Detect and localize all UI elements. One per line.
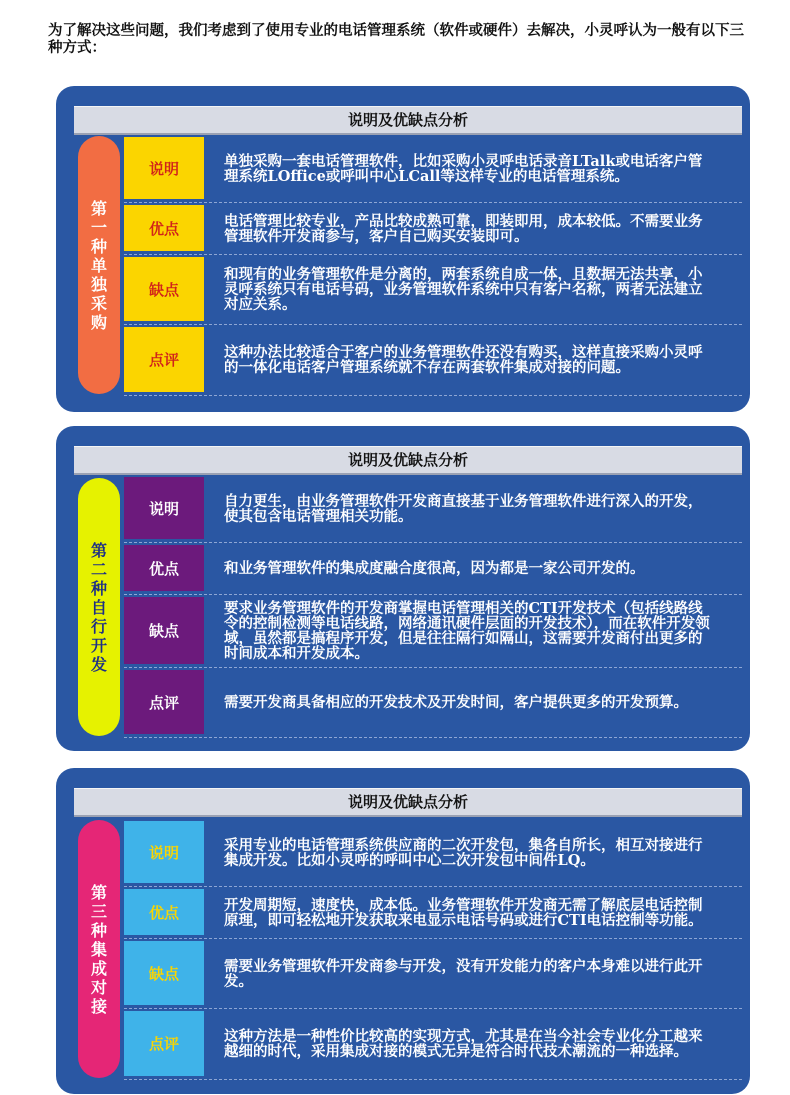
table-row (124, 668, 742, 738)
row-text: 需要开发商具备相应的开发技术及开发时间，客户提供更多的开发预算。 (224, 694, 688, 711)
row-text: 自力更生，由业务管理软件开发商直接基于业务管理软件进行深入的开发，使其包含电话管理相关功能。 (224, 492, 703, 525)
panel-header: 说明及优缺点分析 (74, 446, 742, 475)
method-side-label (78, 820, 120, 1078)
row-text: 和业务管理软件的集成度融合度很高，因为都是一家公司开发的。 (224, 560, 645, 577)
table-row (124, 1009, 742, 1080)
row-text: 这种办法比较适合于客户的业务管理软件还没有购买，这样直接采购小灵呼的一体化电话客户管理系统就不存在两套软件集成对接的问题。 (224, 344, 703, 376)
method-side-title: 第二种自行开发 (90, 540, 107, 674)
row-label: 点评 (124, 327, 204, 392)
row-text: 和现有的业务管理软件是分离的，两套系统自成一体，且数据无法共享，小灵呼系统只有电话号码，业务管理软件系统中只有客户名称，两者无法建立对应关系。 (224, 266, 703, 313)
table-row (124, 543, 742, 595)
table-row (124, 939, 742, 1009)
comparison-panel-2 (56, 426, 750, 751)
row-text: 采用专业的电话管理系统供应商的二次开发包，集各自所长，相互对接进行集成开发。比如小灵呼的呼叫中心二次开发包中间件LQ。 (224, 836, 703, 869)
table-row (124, 203, 742, 255)
table-row (124, 887, 742, 939)
row-label: 缺点 (124, 941, 204, 1005)
row-label: 说明 (124, 821, 204, 883)
method-side-label (78, 136, 120, 394)
method-side-title: 第一种单独采购 (90, 198, 107, 332)
row-label: 缺点 (124, 597, 204, 664)
row-label: 优点 (124, 205, 204, 251)
panel-header: 说明及优缺点分析 (74, 106, 742, 135)
table-row (124, 255, 742, 325)
row-text: 单独采购一套电话管理软件，比如采购小灵呼电话录音LTalk或电话客户管理系统LOffice或呼叫中心LCall等这样专业的电话管理系统。 (224, 152, 703, 185)
table-row (124, 325, 742, 396)
comparison-panel-1 (56, 86, 750, 412)
method-side-title: 第三种集成对接 (90, 882, 107, 1016)
comparison-panel-3 (56, 768, 750, 1094)
intro-paragraph: 为了解决这些问题，我们考虑到了使用专业的电话管理系统（软件或硬件）去解决，小灵呼认为一般有以下三种方式： (48, 22, 744, 56)
row-label: 缺点 (124, 257, 204, 321)
table-row (124, 595, 742, 668)
row-label: 说明 (124, 137, 204, 199)
panel-header: 说明及优缺点分析 (74, 788, 742, 817)
row-label: 优点 (124, 545, 204, 591)
row-label: 点评 (124, 670, 204, 734)
table-row (124, 819, 742, 887)
row-text: 要求业务管理软件的开发商掌握电话管理相关的CTI开发技术（包括线路线令的控制检测等电话线路，网络通讯硬件层面的开发技术），而在软件开发领域，虽然都是搞程序开发，但是往往隔行如隔山，这需要开发商付出更多的时间成本和开发成本。 (224, 600, 710, 662)
method-side-label (78, 478, 120, 736)
row-text: 电话管理比较专业，产品比较成熟可靠，即装即用，成本较低。不需要业务管理软件开发商参与，客户自己购买安装即可。 (224, 212, 703, 245)
row-label: 优点 (124, 889, 204, 935)
row-text: 需要业务管理软件开发商参与开发，没有开发能力的客户本身难以进行此开发。 (224, 957, 703, 990)
table-row (124, 475, 742, 543)
row-label: 点评 (124, 1011, 204, 1076)
row-label: 说明 (124, 477, 204, 539)
row-text: 这种方法是一种性价比较高的实现方式，尤其是在当今社会专业化分工越来越细的时代，采用集成对接的模式无异是符合时代技术潮流的一种选择。 (224, 1028, 703, 1060)
table-row (124, 135, 742, 203)
row-text: 开发周期短，速度快，成本低。业务管理软件开发商无需了解底层电话控制原理，即可轻松地开发获取来电显示电话号码或进行CTI电话控制等功能。 (224, 896, 703, 929)
